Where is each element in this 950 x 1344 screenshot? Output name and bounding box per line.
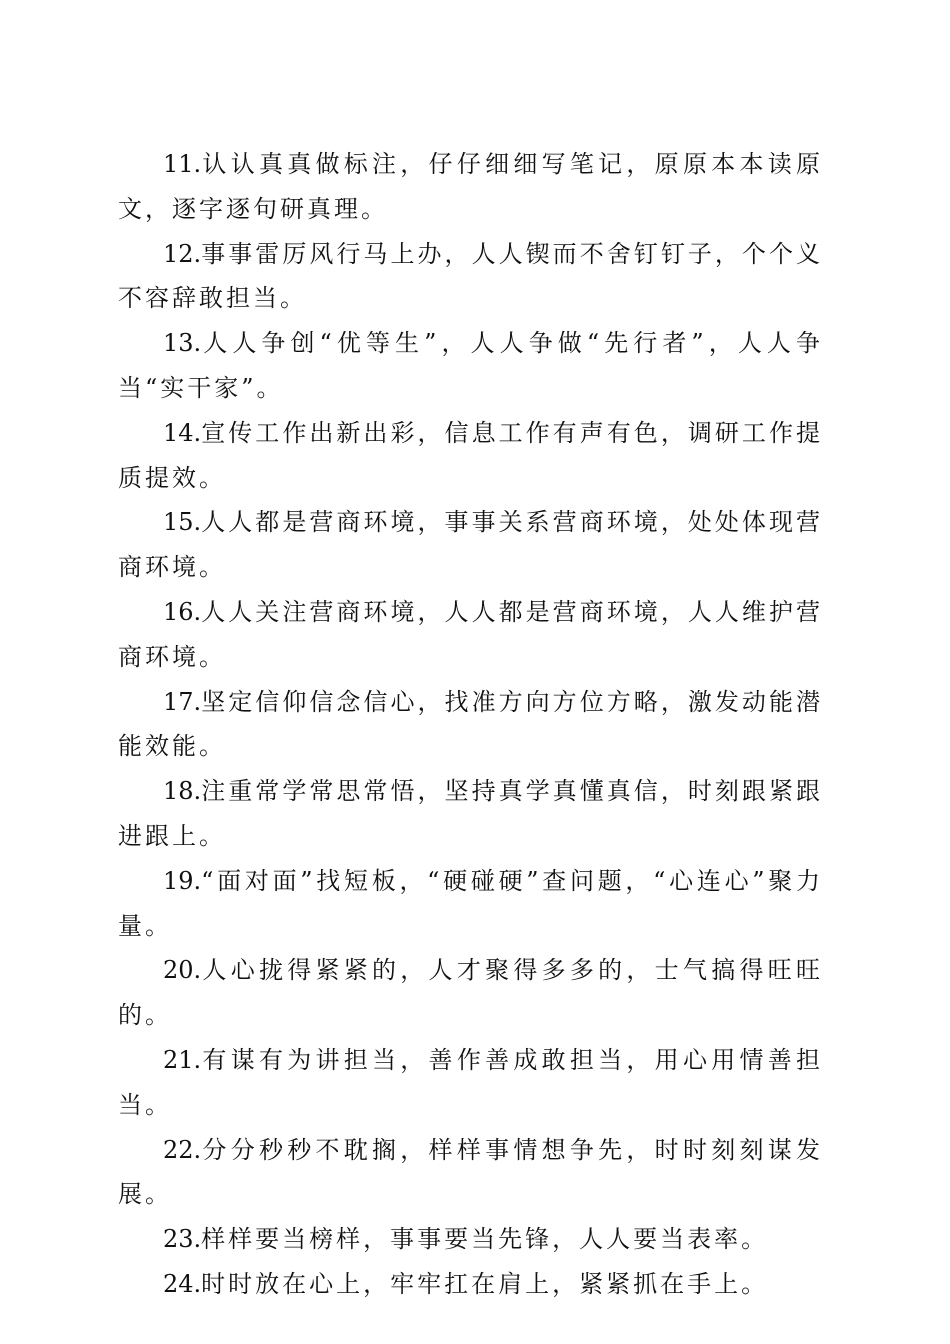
- list-item: [118, 1038, 823, 1128]
- item-text: 认认真真做标注，仔仔细细写笔记，原原本本读原文，逐字逐句研真理。: [118, 150, 823, 223]
- item-number: 21.: [163, 1045, 202, 1074]
- list-item: [118, 590, 823, 680]
- item-number: 22.: [163, 1135, 202, 1164]
- list-item: [118, 948, 823, 1038]
- item-number: 18.: [163, 777, 202, 806]
- item-text: 人心拢得紧紧的，人才聚得多多的，士气搞得旺旺的。: [118, 956, 823, 1030]
- item-text: 坚定信仰信念信心，找准方向方位方略，激发动能潜能效能。: [118, 687, 823, 761]
- item-number: 12.: [163, 239, 202, 268]
- list-item: [118, 1128, 823, 1218]
- item-text: 有谋有为讲担当，善作善成敢担当，用心用情善担当。: [118, 1045, 823, 1119]
- item-text: 人人关注营商环境，人人都是营商环境，人人维护营商环境。: [118, 597, 823, 671]
- document-body: [118, 142, 823, 1307]
- item-number: 19.: [163, 866, 202, 895]
- item-number: 17.: [163, 687, 202, 716]
- item-number: 24.: [163, 1269, 202, 1298]
- item-text: 人人都是营商环境，事事关系营商环境，处处体现营商环境。: [118, 508, 823, 582]
- item-number: 23.: [163, 1225, 202, 1254]
- list-item: [118, 500, 823, 590]
- list-item: [118, 321, 823, 411]
- item-text: 注重常学常思常悟，坚持真学真懂真信，时刻跟紧跟进跟上。: [118, 777, 823, 850]
- item-number: 11.: [163, 150, 202, 178]
- list-item: [118, 411, 823, 501]
- item-number: 13.: [163, 329, 202, 358]
- item-text: 时时放在心上，牢牢扛在肩上，紧紧抓在手上。: [201, 1269, 769, 1298]
- item-text: 事事雷厉风行马上办，人人锲而不舍钉钉子，个个义不容辞敢担当。: [118, 239, 823, 313]
- item-number: 14.: [163, 418, 202, 447]
- item-text: 样样要当榜样，事事要当先锋，人人要当表率。: [201, 1225, 769, 1254]
- item-number: 16.: [163, 597, 202, 626]
- item-text: 分分秒秒不耽搁，样样事情想争先，时时刻刻谋发展。: [118, 1135, 823, 1209]
- item-number: 20.: [163, 956, 202, 985]
- list-item: [118, 1217, 823, 1262]
- item-text: 人人争创“优等生”，人人争做“先行者”，人人争当“实干家”。: [118, 329, 823, 402]
- list-item: [118, 232, 823, 322]
- list-item: [118, 859, 823, 949]
- item-text: 宣传工作出新出彩，信息工作有声有色，调研工作提质提效。: [118, 418, 823, 492]
- list-item: [118, 142, 823, 232]
- item-number: 15.: [163, 508, 202, 537]
- list-item: [118, 769, 823, 859]
- item-text: “面对面”找短板，“硬碰硬”查问题，“心连心”聚力量。: [118, 866, 823, 940]
- list-item: [118, 680, 823, 770]
- list-item: [118, 1262, 823, 1307]
